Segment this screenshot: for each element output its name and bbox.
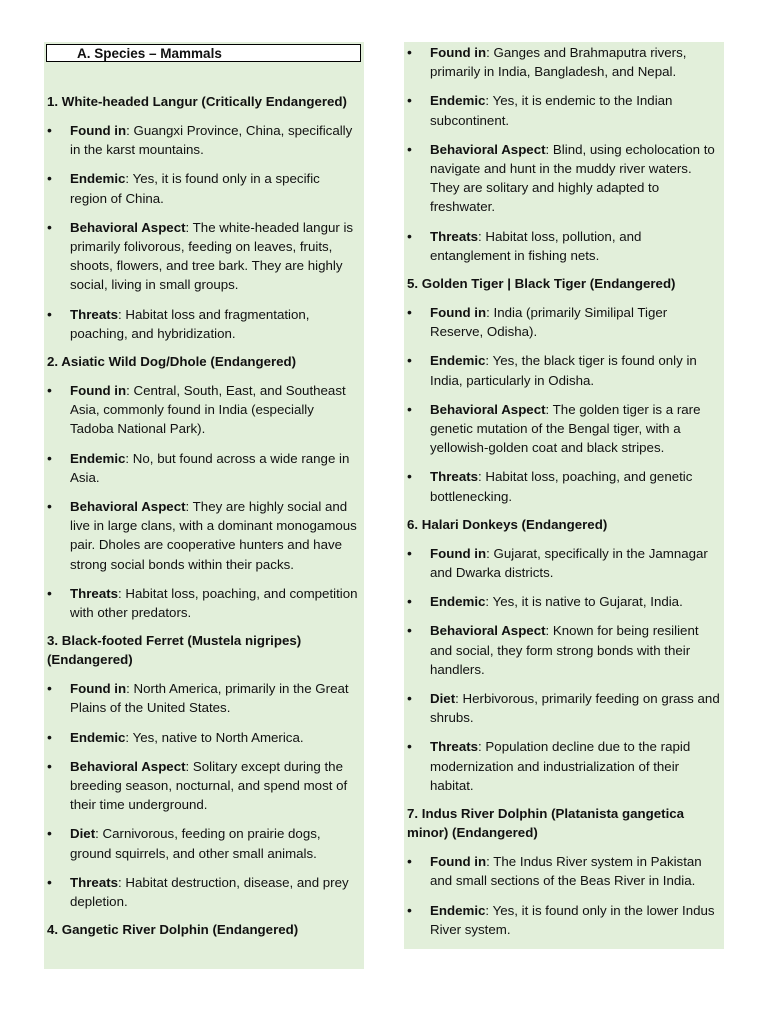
fact-found-in: • Found in: India (primarily Similipal Tiger Reserve, Odisha). (407, 303, 720, 341)
fact-behavioral-aspect: • Behavioral Aspect: Blind, using echolocation to navigate and hunt in the muddy river waters. They are solitary and highly adapted to freshwater. (407, 140, 720, 217)
fact-threats: • Threats: Habitat destruction, disease, and prey depletion. (47, 873, 360, 911)
fact-endemic: • Endemic: Yes, native to North America. (47, 728, 360, 747)
fact-found-in: • Found in: The Indus River system in Pakistan and small sections of the Beas River in India. (407, 852, 720, 890)
fact-behavioral-aspect: • Behavioral Aspect: Known for being resilient and social, they form strong bonds with their handlers. (407, 621, 720, 679)
fact-found-in: • Found in: Guangxi Province, China, specifically in the karst mountains. (47, 121, 360, 159)
fact-diet: • Diet: Carnivorous, feeding on prairie dogs, ground squirrels, and other small animals. (47, 824, 360, 862)
fact-diet: • Diet: Herbivorous, primarily feeding on grass and shrubs. (407, 689, 720, 727)
fact-threats: • Threats: Habitat loss and fragmentation, poaching, and hybridization. (47, 305, 360, 343)
species-golden-tiger (407, 274, 720, 506)
fact-threats: • Threats: Habitat loss, pollution, and entanglement in fishing nets. (407, 227, 720, 265)
fact-behavioral-aspect: • Behavioral Aspect: The white-headed langur is primarily folivorous, feeding on leaves, fruits, shoots, flowers, and tree bark. They are highly social, living in small groups. (47, 218, 360, 295)
species-heading: 6. Halari Donkeys (Endangered) (407, 516, 608, 532)
species-heading: 3. Black-footed Ferret (Mustela nigripes) (Endangered) (47, 633, 302, 668)
fact-endemic: • Endemic: Yes, it is native to Gujarat, India. (407, 592, 720, 611)
left-column (44, 42, 364, 969)
species-gangetic-river-dolphin (407, 43, 720, 265)
species-heading: 7. Indus River Dolphin (Platanista gangetica minor) (Endangered) (407, 806, 685, 841)
fact-found-in: • Found in: Central, South, East, and Southeast Asia, commonly found in India (especially Tadoba National Park). (47, 381, 360, 439)
fact-found-in: • Found in: North America, primarily in the Great Plains of the United States. (47, 679, 360, 717)
section-title: A. Species – Mammals (46, 44, 361, 62)
fact-threats: • Threats: Habitat loss, poaching, and competition with other predators. (47, 584, 360, 622)
species-heading: 1. White-headed Langur (Critically Endangered) (47, 94, 347, 109)
fact-found-in: • Found in: Ganges and Brahmaputra rivers, primarily in India, Bangladesh, and Nepal. (407, 43, 720, 81)
fact-endemic: • Endemic: Yes, it is found only in a specific region of China. (47, 169, 360, 207)
species-black-footed-ferret (47, 631, 360, 911)
fact-endemic: • Endemic: No, but found across a wide range in Asia. (47, 449, 360, 487)
species-asiatic-wild-dog (47, 352, 360, 622)
right-column (404, 42, 724, 949)
species-halari-donkeys (407, 515, 720, 795)
species-white-headed-langur (47, 92, 360, 343)
fact-threats: • Threats: Population decline due to the rapid modernization and industrialization of their habitat. (407, 737, 720, 795)
fact-found-in: • Found in: Gujarat, specifically in the Jamnagar and Dwarka districts. (407, 544, 720, 582)
fact-behavioral-aspect: • Behavioral Aspect: They are highly social and live in large clans, with a dominant monogamous pair. Dholes are cooperative hunters and have strong social bonds within their packs. (47, 497, 360, 574)
fact-behavioral-aspect: • Behavioral Aspect: The golden tiger is a rare genetic mutation of the Bengal tiger, with a yellowish-golden coat and black stripes. (407, 400, 720, 458)
fact-endemic: • Endemic: Yes, the black tiger is found only in India, particularly in Odisha. (407, 351, 720, 389)
species-heading: 5. Golden Tiger | Black Tiger (Endangered) (407, 276, 676, 292)
fact-endemic: • Endemic: Yes, it is found only in the lower Indus River system. (407, 901, 720, 939)
fact-behavioral-aspect: • Behavioral Aspect: Solitary except during the breeding season, nocturnal, and spend most of their time underground. (47, 757, 360, 815)
fact-threats: • Threats: Habitat loss, poaching, and genetic bottlenecking. (407, 467, 720, 505)
species-indus-river-dolphin (407, 804, 720, 939)
species-gangetic-river-dolphin-heading (47, 920, 360, 939)
species-heading: 2. Asiatic Wild Dog/Dhole (Endangered) (47, 354, 297, 370)
species-heading: 4. Gangetic River Dolphin (Endangered) (47, 922, 299, 938)
fact-endemic: • Endemic: Yes, it is endemic to the Indian subcontinent. (407, 91, 720, 129)
